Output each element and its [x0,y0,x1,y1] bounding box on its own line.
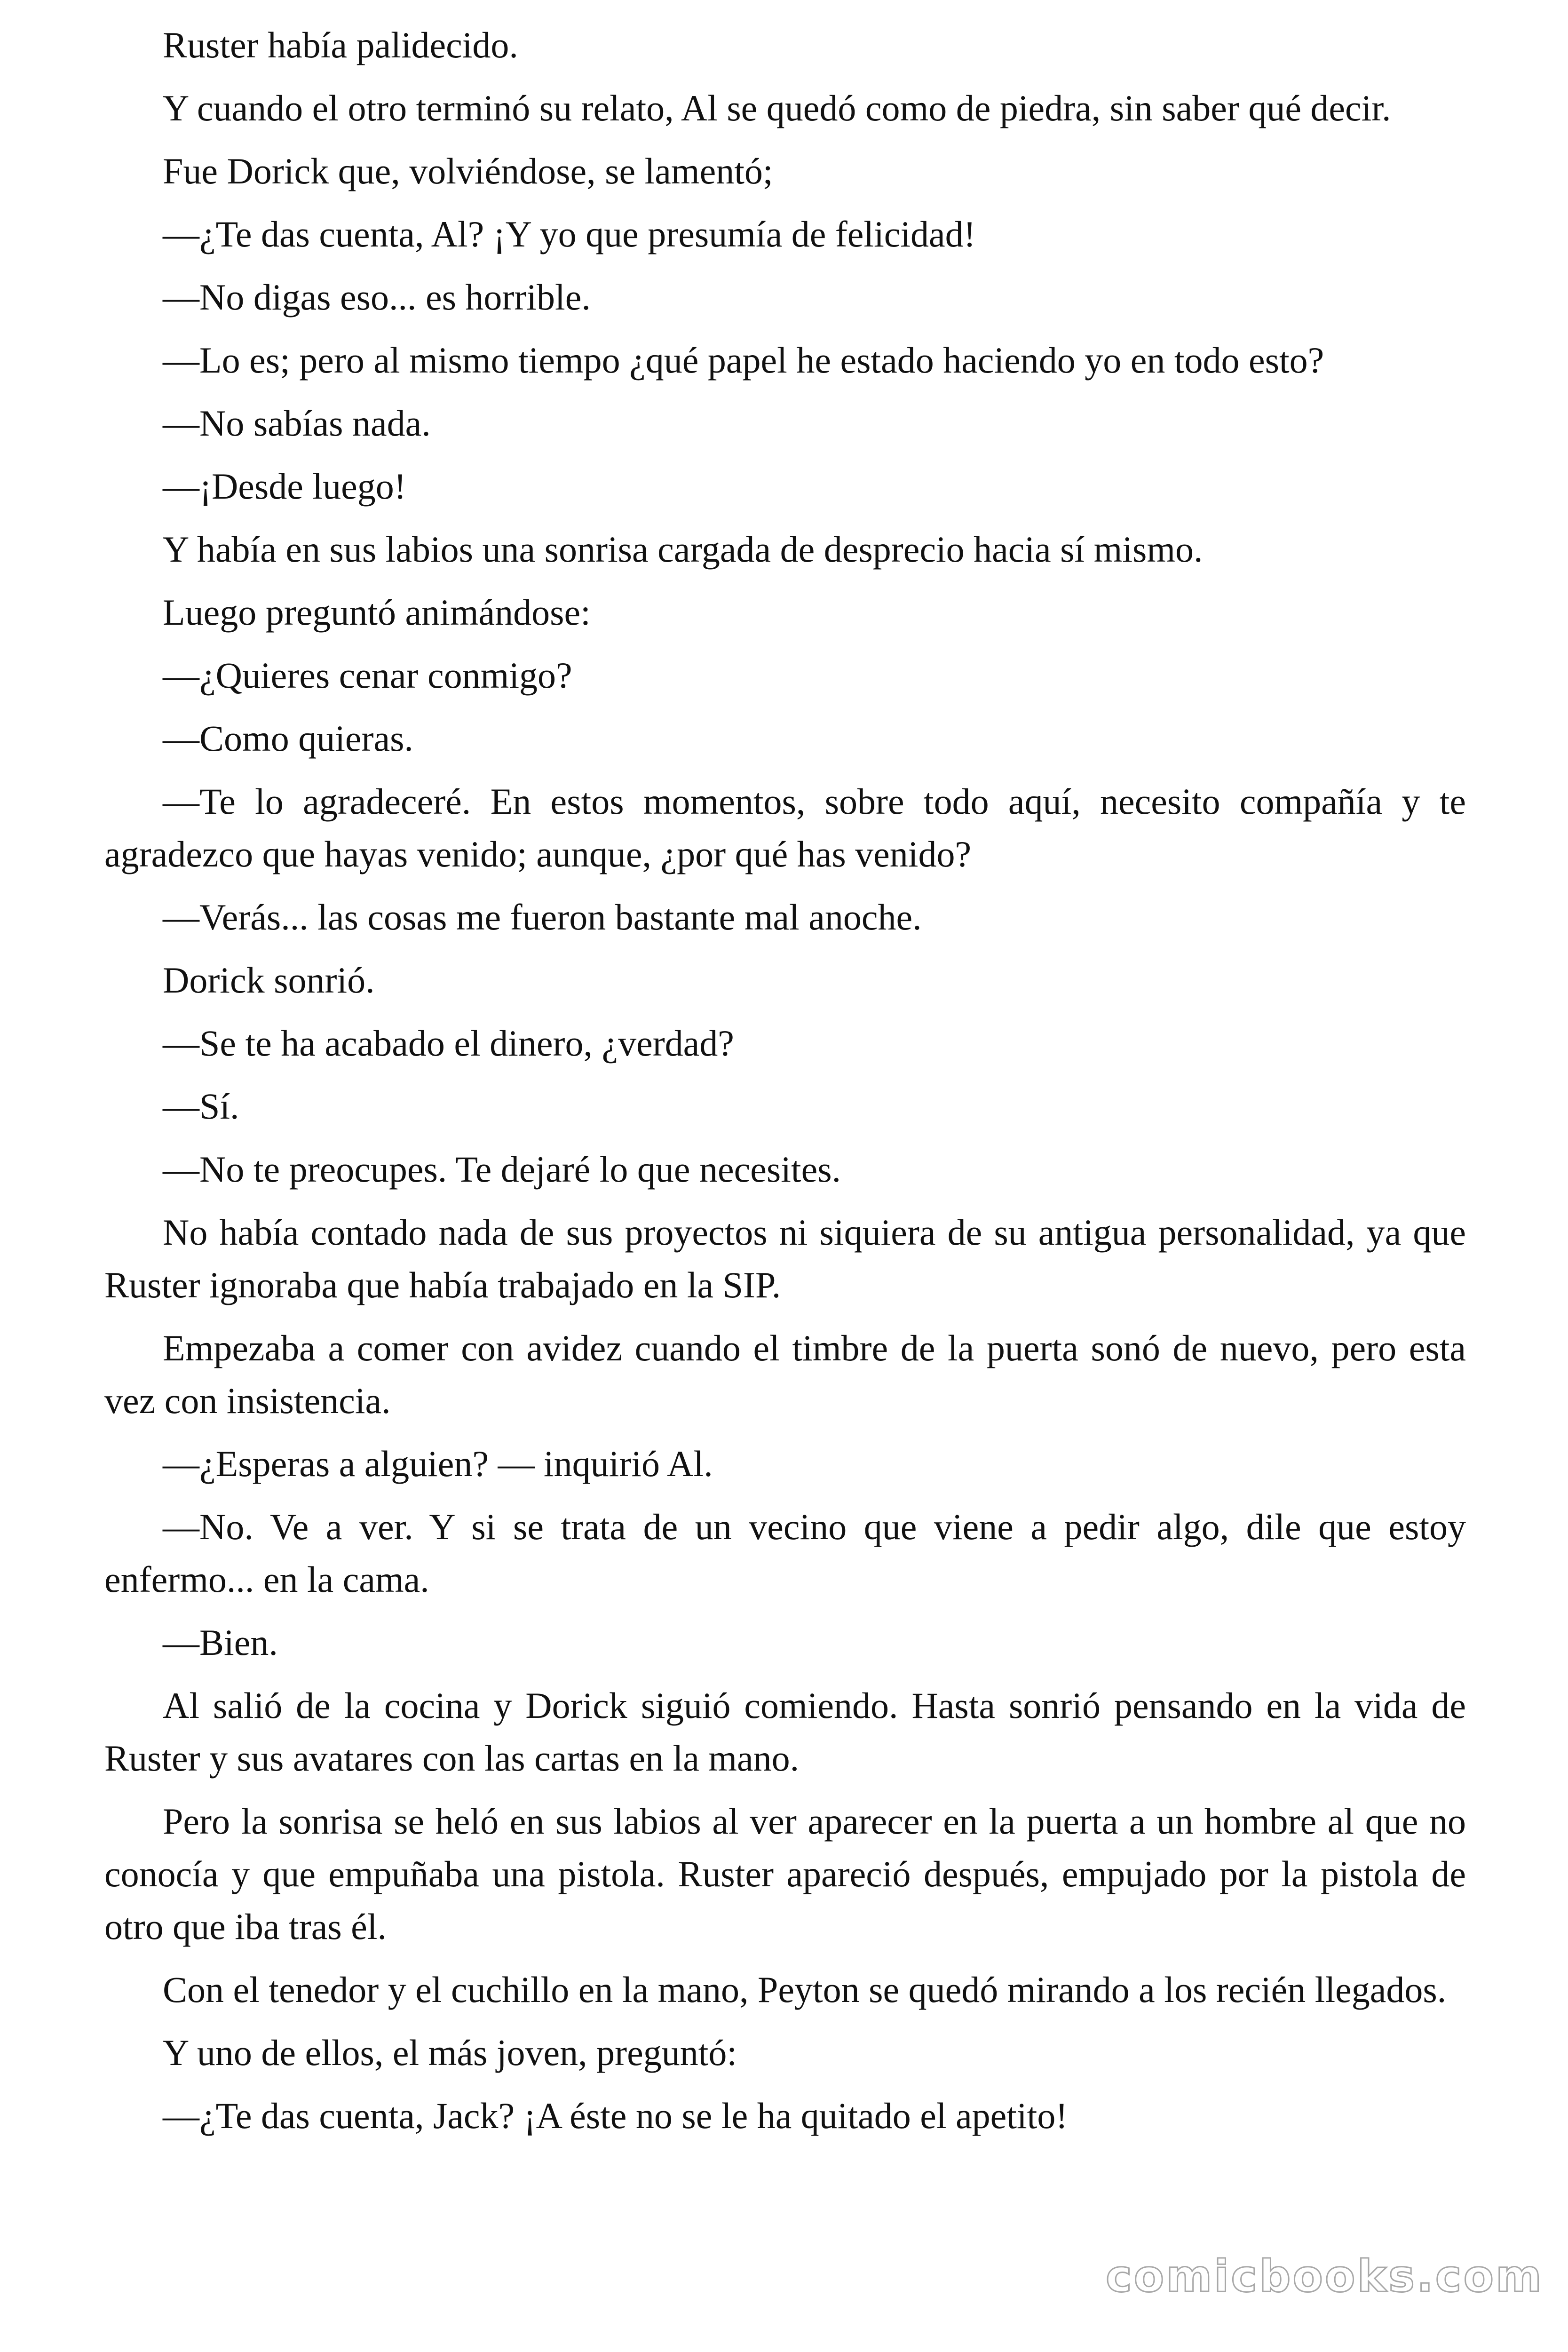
paragraph: —¿Quieres cenar conmigo? [163,655,572,696]
paragraph: —Lo es; pero al mismo tiempo ¿qué papel he estado haciendo yo en todo esto? [163,340,1324,381]
paragraph: —¡Desde luego! [163,466,406,507]
paragraph: Dorick sonrió. [163,960,375,1001]
paragraph: Pero la sonrisa se heló en sus labios al ver aparecer en la puerta a un hombre al que no conocía y que empuñaba una pistola. Ruster apareció después, empujado por la pistola de otro que iba tras él. [104,1801,1466,1947]
paragraph: —Verás... las cosas me fueron bastante mal anoche. [163,897,922,938]
paragraph: Y cuando el otro terminó su relato, Al se quedó como de piedra, sin saber qué decir. [163,87,1391,128]
paragraph: —Te lo agradeceré. En estos momentos, sobre todo aquí, necesito compañía y te agradezco que hayas venido; aunque, ¿por qué has venido? [104,781,1466,874]
paragraph: —Como quieras. [163,718,413,759]
paragraph: Con el tenedor y el cuchillo en la mano, Peyton se quedó mirando a los recién llegados. [163,1969,1447,2010]
page-text [104,19,1466,2153]
paragraph: —No. Ve a ver. Y si se trata de un vecino que viene a pedir algo, dile que estoy enfermo... en la cama. [104,1506,1466,1600]
paragraph: No había contado nada de sus proyectos ni siquiera de su antigua personalidad, ya que Ruster ignoraba que había trabajado en la SIP. [104,1212,1466,1305]
paragraph: Y uno de ellos, el más joven, preguntó: [163,2032,737,2073]
paragraph: —Sí. [163,1086,239,1127]
paragraph: Luego preguntó animándose: [163,592,591,633]
watermark-logo: comicbooks.com [1105,2251,1544,2302]
paragraph: Ruster había palidecido. [163,24,518,65]
paragraph: Empezaba a comer con avidez cuando el timbre de la puerta sonó de nuevo, pero esta vez con insistencia. [104,1327,1466,1421]
paragraph: —No sabías nada. [163,403,431,444]
paragraph: —No digas eso... es horrible. [163,277,591,318]
paragraph: —¿Te das cuenta, Jack? ¡A éste no se le ha quitado el apetito! [163,2095,1068,2136]
paragraph: —Se te ha acabado el dinero, ¿verdad? [163,1023,734,1064]
paragraph: —¿Esperas a alguien? — inquirió Al. [163,1443,713,1484]
paragraph: Y había en sus labios una sonrisa cargada de desprecio hacia sí mismo. [163,529,1203,570]
paragraph: —Bien. [163,1622,278,1663]
paragraph: Al salió de la cocina y Dorick siguió comiendo. Hasta sonrió pensando en la vida de Ruster y sus avatares con las cartas en la mano. [104,1685,1466,1779]
paragraph: Fue Dorick que, volviéndose, se lamentó; [163,151,773,191]
paragraph: —No te preocupes. Te dejaré lo que necesites. [163,1149,841,1190]
paragraph: —¿Te das cuenta, Al? ¡Y yo que presumía de felicidad! [163,214,976,254]
